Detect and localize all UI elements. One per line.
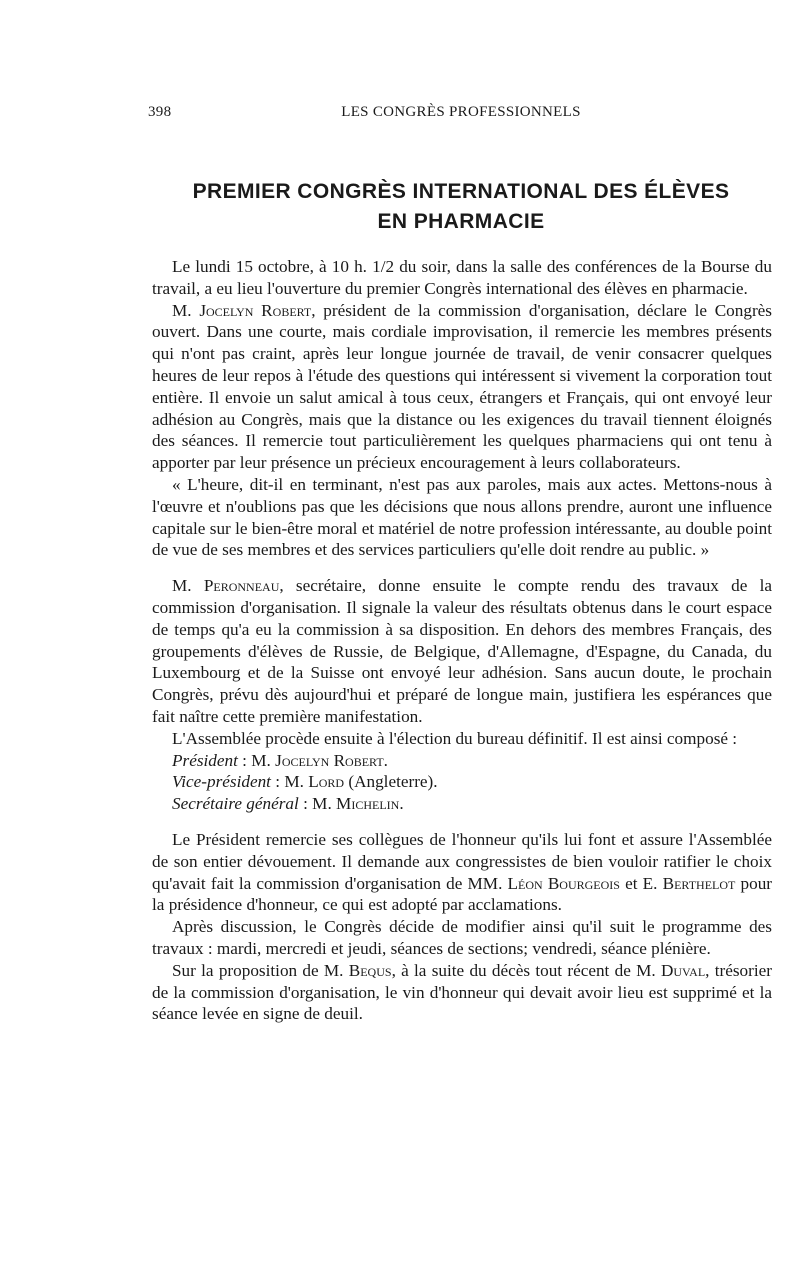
article-title-line-2: EN PHARMACIE bbox=[377, 210, 545, 233]
person-name: Peronneau bbox=[203, 576, 280, 596]
paragraph-secretary-report: M. Peronneau, secrétaire, donne ensuite le compte rendu des travaux de la commission d'organisation. Il signale la valeur des résultats obtenus dans le court espace de temps qu'a eu la commission à sa disposition. En dehors des membres Français, des groupements d'élèves de Russie, de Belgique, d'Allemagne, d'Espagne, du Canada, du Luxembourg et de la Suisse ont envoyé leur adhésion. Sans aucun doute, le prochain Congrès, prévu dès aujourd'hui et préparé de longue main, justifiera les espérances que fait naître cette première manifestation. bbox=[152, 576, 772, 726]
paragraph-quote: « L'heure, dit-il en terminant, n'est pas aux paroles, mais aux actes. Mettons-nous à l'œuvre et n'oublions pas que les décisions que nous allons prendre, auront une influence capitale sur le bien-être moral et matériel de notre profession intéressante, au double point de vue de ses membres et des services particuliers qu'elle doit rendre au public. » bbox=[152, 474, 772, 560]
officer-secretary-general: Secrétaire général : M. Michelin. bbox=[172, 794, 404, 814]
paragraph-honorary-presidency: Le Président remercie ses collègues de l'honneur qu'ils lui font et assure l'Assemblée de son entier dévouement. Il demande aux congressistes de bien vouloir ratifier le choix qu'avait fait la commission d'organisation de MM. Léon Bourgeois et E. Berthelot pour la présidence d'honneur, ce qui est adopté par acclamations. bbox=[152, 829, 773, 915]
running-title: LES CONGRÈS PROFESSIONNELS bbox=[341, 104, 581, 120]
person-name: Jocelyn Robert bbox=[199, 300, 312, 320]
paragraph-opening: Le lundi 15 octobre, à 10 h. 1/2 du soir, dans la salle des conférences de la Bourse du travail, a eu lieu l'ouverture du premier Congrès international des élèves en pharmacie. bbox=[152, 257, 772, 298]
article-title bbox=[148, 177, 774, 237]
article-title-line-1: PREMIER CONGRÈS INTERNATIONAL DES ÉLÈVES bbox=[192, 180, 730, 203]
article-body bbox=[152, 256, 772, 1025]
paragraph-robert-speech: M. Jocelyn Robert, président de la commission d'organisation, déclare le Congrès ouvert. Dans une courte, mais cordiale improvisation, il remercie les membres présents qui n'ont pas craint, après leur longue journée de travail, de venir consacrer quelques heures de leur repos à l'étude des questions qui intéressent si vivement la corporation tout entière. Il envoie un salut amical à tous ceux, étrangers et Français, qui ont envoyé leur adhésion au Congrès, mais que la distance ou les exigences du travail tiennent éloignés des séances. Il remercie tout particulièrement les quelques pharmaciens qui ont tenu à apporter par leur présence un précieux encouragement à leurs collaborateurs. bbox=[152, 300, 772, 473]
paragraph-election: L'Assemblée procède ensuite à l'élection du bureau définitif. Il est ainsi composé : bbox=[172, 728, 738, 748]
officer-vice-president: Vice-président : M. Lord (Angleterre). bbox=[172, 772, 438, 792]
officer-president: Président : M. Jocelyn Robert. bbox=[172, 750, 388, 770]
page-number: 398 bbox=[148, 104, 172, 120]
paragraph-program: Après discussion, le Congrès décide de modifier ainsi qu'il suit le programme des travaux : mardi, mercredi et jeudi, séances de sections; vendredi, séance plénière. bbox=[152, 917, 772, 958]
paragraph-mourning: Sur la proposition de M. Bequs, à la suite du décès tout récent de M. Duval, trésorier de la commission d'organisation, le vin d'honneur qui devait avoir lieu est supprimé et la séance levée en signe de deuil. bbox=[152, 960, 772, 1024]
